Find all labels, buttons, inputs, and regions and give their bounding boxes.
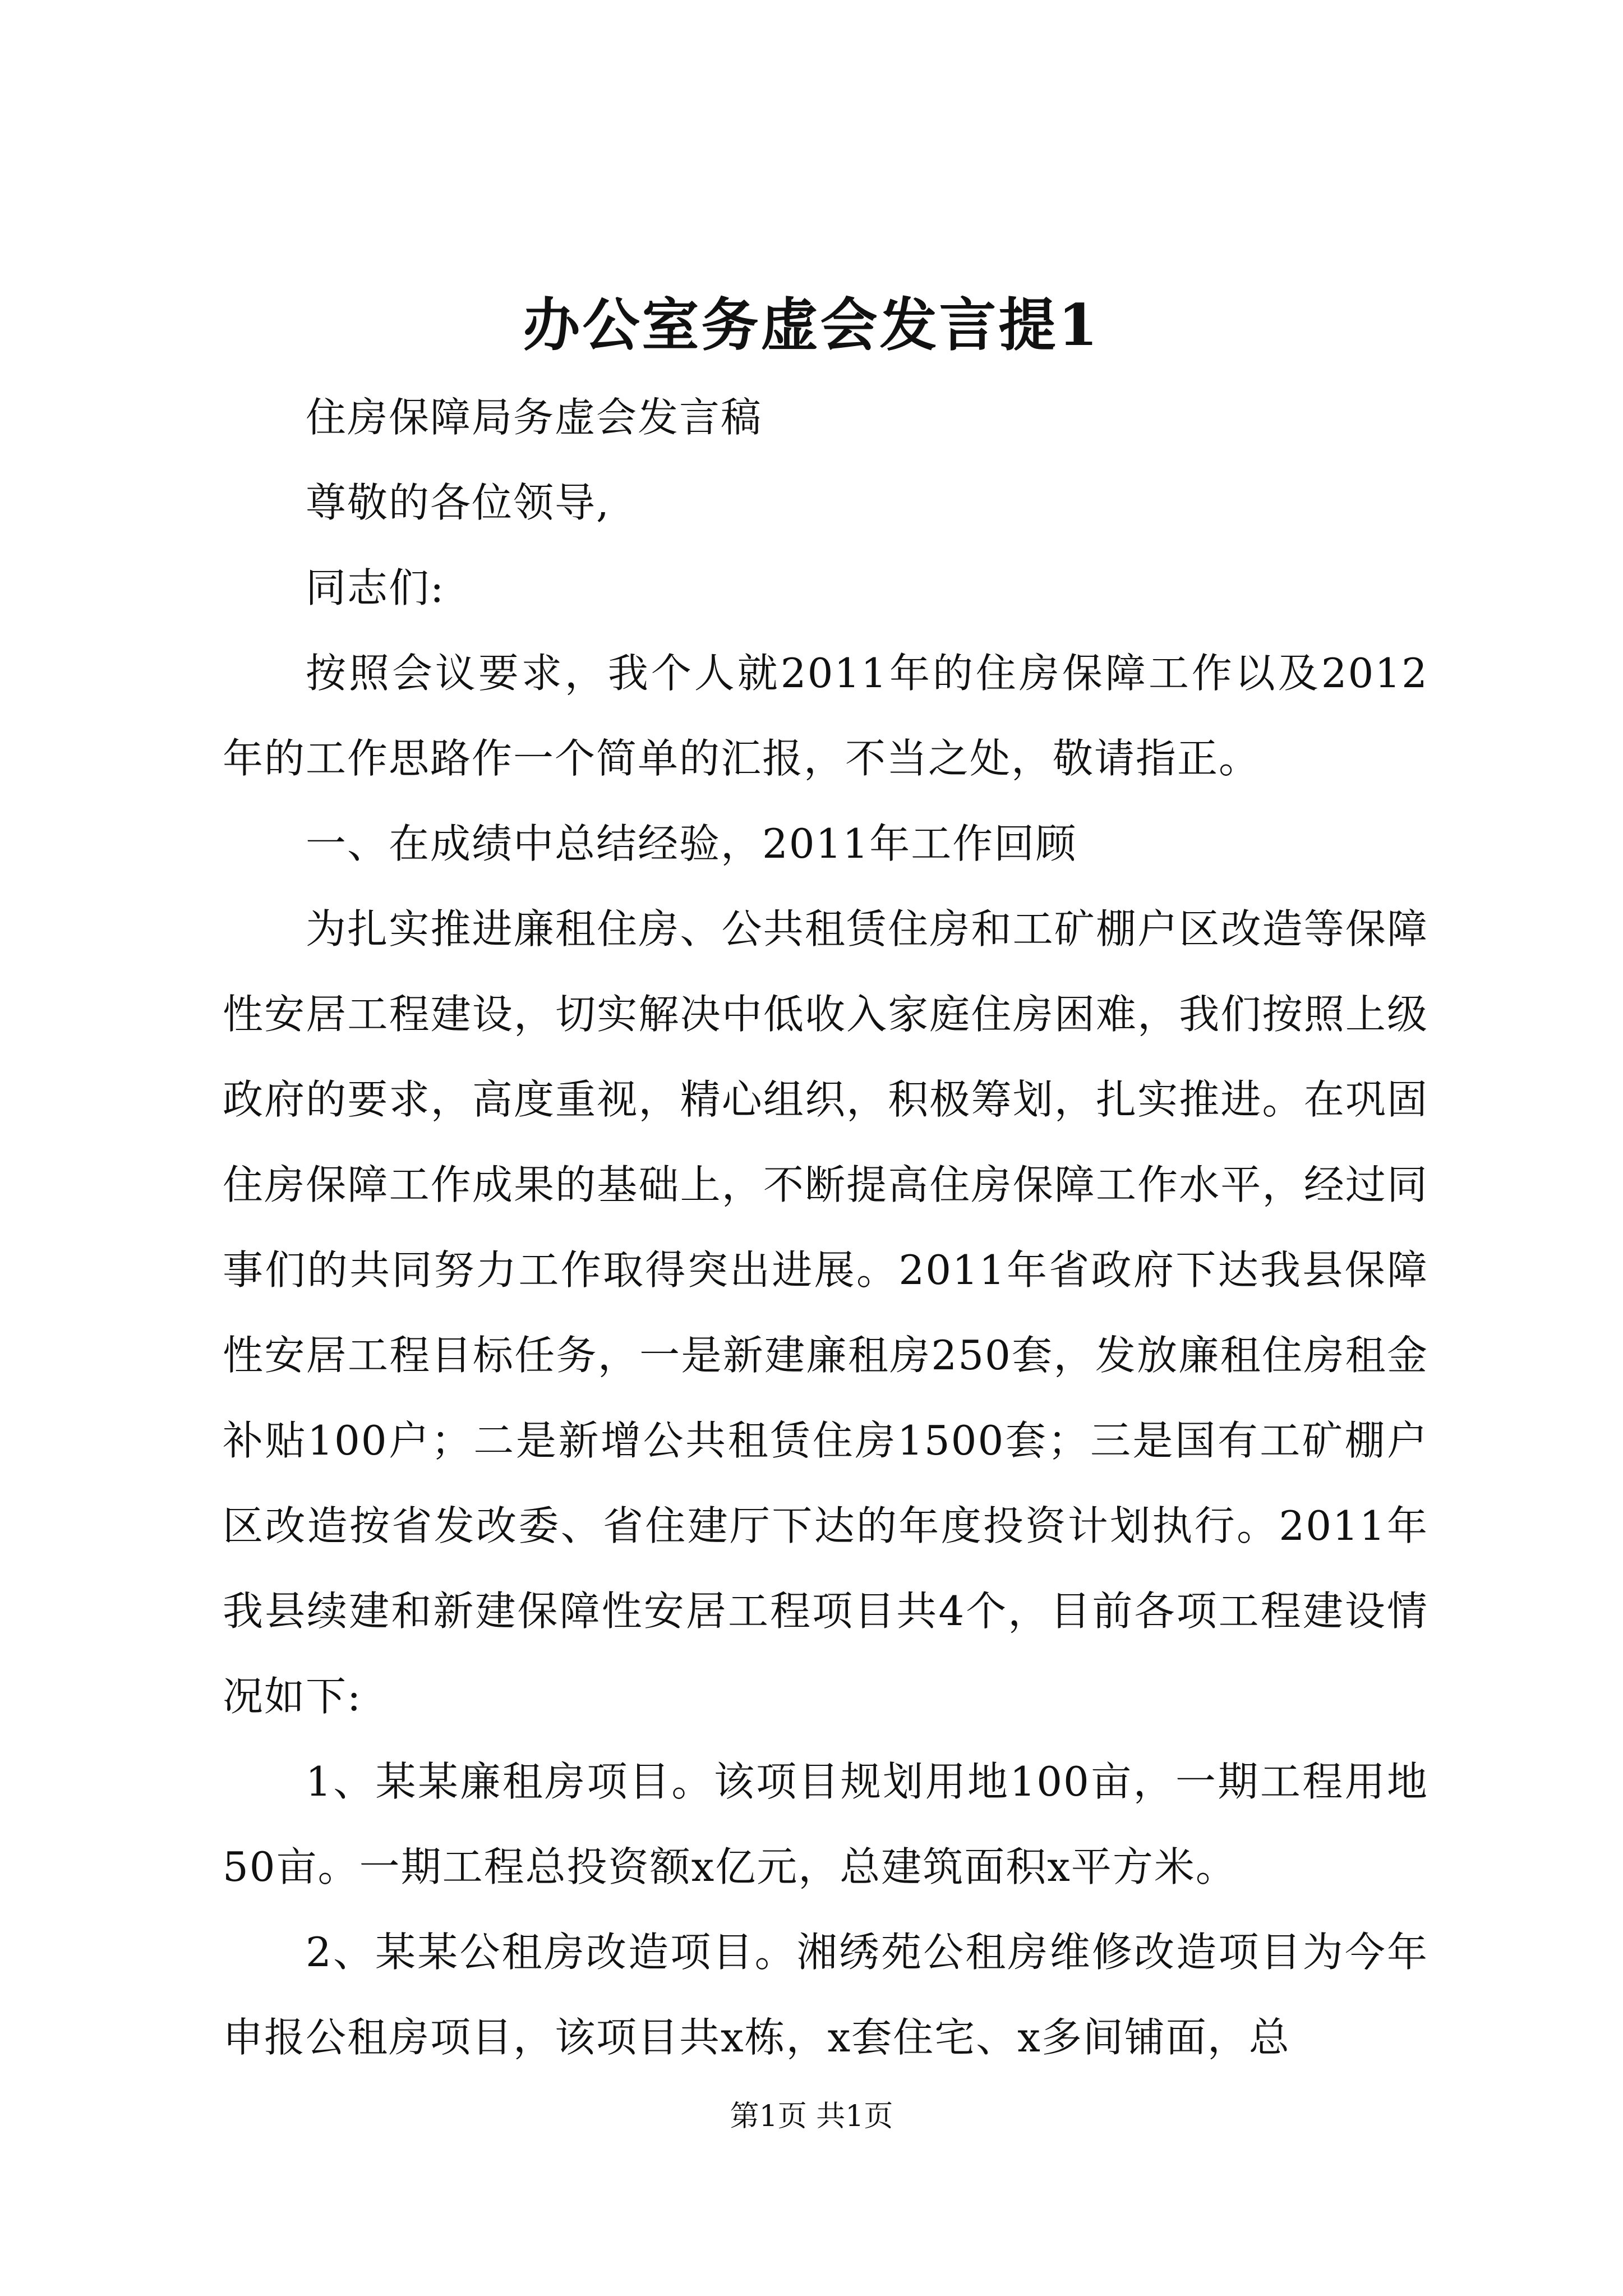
paragraph: 按照会议要求，我个人就2011年的住房保障工作以及2012年的工作思路作一个简单的汇报，不当之处，敬请指正。 <box>223 650 1428 782</box>
paragraph: 一、在成绩中总结经验，2011年工作回顾 <box>306 820 1077 867</box>
document-body <box>223 375 1428 2080</box>
paragraph: 2、某某公租房改造项目。湘绣苑公租房维修改造项目为今年申报公租房项目，该项目共x栋，x套住宅、x多间铺面，总 <box>223 1929 1428 2061</box>
paragraph: 同志们: <box>306 564 445 611</box>
paragraph: 尊敬的各位领导, <box>306 479 610 526</box>
paragraph: 为扎实推进廉租住房、公共租赁住房和工矿棚户区改造等保障性安居工程建设，切实解决中低收入家庭住房困难，我们按照上级政府的要求，高度重视，精心组织，积极筹划，扎实推进。在巩固住房保障工作成果的基础上，不断提高住房保障工作水平，经过同事们的共同努力工作取得突出进展。2011年省政府下达我县保障性安居工程目标任务，一是新建廉租房250套，发放廉租住房租金补贴100户；二是新增公共租赁住房1500套；三是国有工矿棚户区改造按省发改委、省住建厅下达的年度投资计划执行。2011年我县续建和新建保障性安居工程项目共4个，目前各项工程建设情况如下: <box>223 905 1428 1720</box>
paragraph: 1、某某廉租房项目。该项目规划用地100亩，一期工程用地50亩。一期工程总投资额x亿元，总建筑面积x平方米。 <box>223 1758 1428 1890</box>
paragraph: 住房保障局务虚会发言稿 <box>306 394 763 441</box>
page-number-footer: 第1页 共1页 <box>730 2100 893 2133</box>
document-title: 办公室务虚会发言提1 <box>523 292 1100 359</box>
